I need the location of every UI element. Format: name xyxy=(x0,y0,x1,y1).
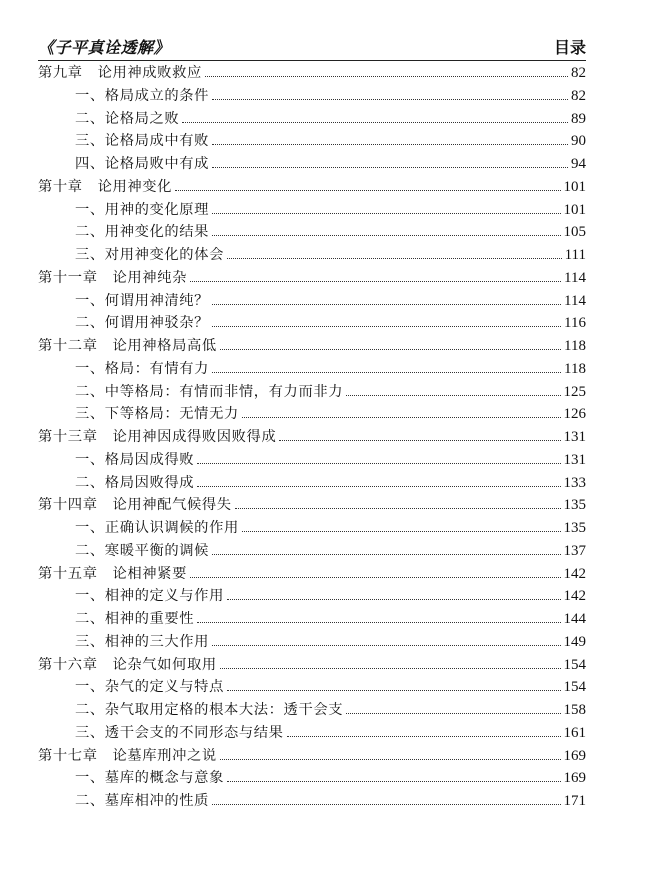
toc-entry-label: 一、格局：有情有力 xyxy=(75,360,210,377)
dot-leader xyxy=(287,736,561,737)
table-of-contents xyxy=(38,62,586,813)
toc-page-number: 111 xyxy=(564,247,586,263)
toc-entry-label: 一、用神的变化原理 xyxy=(75,201,210,218)
toc-page-number: 114 xyxy=(564,292,586,309)
dot-leader xyxy=(227,781,561,782)
toc-section-entry[interactable] xyxy=(38,85,586,108)
section-label: 目录 xyxy=(553,38,586,57)
book-title: 《子平真诠透解》 xyxy=(38,38,171,57)
dot-leader xyxy=(212,167,568,168)
dot-leader xyxy=(212,99,568,100)
toc-entry-label: 一、正确认识调候的作用 xyxy=(75,520,239,536)
toc-entry-label: 一、何谓用神清纯？ xyxy=(75,292,210,309)
toc-entry-label: 二、墓库相冲的性质 xyxy=(75,793,210,809)
toc-entry-label: 四、论格局败中有成 xyxy=(75,156,210,172)
toc-entry-label: 二、杂气取用定格的根本大法：透干会支 xyxy=(75,702,344,718)
toc-section-entry[interactable] xyxy=(38,517,586,540)
toc-page-number: 149 xyxy=(563,633,586,650)
toc-entry-label: 三、论格局成中有败 xyxy=(75,133,210,150)
dot-leader xyxy=(235,508,561,509)
toc-section-entry[interactable] xyxy=(38,290,586,313)
header-divider xyxy=(38,60,586,61)
dot-leader xyxy=(212,804,560,805)
dot-leader xyxy=(346,395,560,396)
toc-page-number: 171 xyxy=(563,793,586,809)
toc-chapter-entry[interactable] xyxy=(38,563,586,586)
toc-section-entry[interactable] xyxy=(38,153,586,176)
toc-page-number: 116 xyxy=(564,315,586,332)
toc-page-number: 118 xyxy=(564,338,586,354)
toc-page-number: 94 xyxy=(571,156,586,172)
toc-page-number: 82 xyxy=(571,87,586,104)
toc-section-entry[interactable] xyxy=(38,608,586,631)
toc-chapter-entry[interactable] xyxy=(38,426,586,449)
toc-entry-label: 第十二章 论用神格局高低 xyxy=(38,338,217,354)
dot-leader xyxy=(197,622,560,623)
toc-chapter-entry[interactable] xyxy=(38,494,586,517)
toc-entry-label: 二、寒暖平衡的调候 xyxy=(75,542,210,559)
dot-leader xyxy=(220,759,561,760)
dot-leader xyxy=(242,417,561,418)
toc-page-number: 89 xyxy=(571,110,586,127)
dot-leader xyxy=(175,190,560,191)
dot-leader xyxy=(197,486,560,487)
dot-leader xyxy=(212,645,560,646)
toc-section-entry[interactable] xyxy=(38,108,586,131)
dot-leader xyxy=(212,326,561,327)
toc-page-number: 161 xyxy=(563,724,586,741)
toc-section-entry[interactable] xyxy=(38,472,586,495)
toc-section-entry[interactable] xyxy=(38,199,586,222)
toc-section-entry[interactable] xyxy=(38,540,586,563)
toc-page-number: 154 xyxy=(563,656,586,673)
toc-entry-label: 第九章 论用神成败救应 xyxy=(38,65,202,81)
toc-entry-label: 一、墓库的概念与意象 xyxy=(75,770,224,787)
toc-entry-label: 第十一章 论用神纯杂 xyxy=(38,269,187,286)
toc-section-entry[interactable] xyxy=(38,403,586,426)
toc-entry-label: 一、相神的定义与作用 xyxy=(75,588,224,605)
toc-page-number: 158 xyxy=(563,702,586,718)
toc-entry-label: 第十四章 论用神配气候得失 xyxy=(38,497,232,514)
dot-leader xyxy=(212,304,561,305)
toc-section-entry[interactable] xyxy=(38,767,586,790)
toc-page-number: 101 xyxy=(563,178,586,195)
dot-leader xyxy=(227,258,562,259)
dot-leader xyxy=(212,554,560,555)
dot-leader xyxy=(220,349,561,350)
dot-leader xyxy=(346,713,560,714)
toc-entry-label: 二、用神变化的结果 xyxy=(75,224,210,241)
toc-section-entry[interactable] xyxy=(38,221,586,244)
toc-section-entry[interactable] xyxy=(38,699,586,722)
toc-page-number: 118 xyxy=(564,360,586,377)
toc-page-number: 142 xyxy=(563,588,586,605)
dot-leader xyxy=(190,281,561,282)
toc-page-number: 131 xyxy=(563,429,586,445)
toc-page-number: 133 xyxy=(563,474,586,491)
toc-entry-label: 一、格局成立的条件 xyxy=(75,87,210,104)
toc-section-entry[interactable] xyxy=(38,790,586,813)
toc-page-number: 82 xyxy=(571,65,586,81)
toc-section-entry[interactable] xyxy=(38,358,586,381)
toc-section-entry[interactable] xyxy=(38,312,586,335)
dot-leader xyxy=(227,690,561,691)
dot-leader xyxy=(212,213,560,214)
dot-leader xyxy=(242,531,561,532)
toc-entry-label: 一、杂气的定义与特点 xyxy=(75,679,224,696)
toc-page-number: 114 xyxy=(564,269,586,286)
toc-page-number: 125 xyxy=(563,383,586,400)
toc-chapter-entry[interactable] xyxy=(38,745,586,768)
dot-leader xyxy=(279,440,560,441)
toc-section-entry[interactable] xyxy=(38,585,586,608)
dot-leader xyxy=(212,372,561,373)
toc-entry-label: 三、下等格局：无情无力 xyxy=(75,406,239,423)
toc-entry-label: 二、论格局之败 xyxy=(75,110,180,127)
toc-section-entry[interactable] xyxy=(38,449,586,472)
dot-leader xyxy=(190,577,561,578)
toc-section-entry[interactable] xyxy=(38,676,586,699)
toc-chapter-entry[interactable] xyxy=(38,267,586,290)
toc-section-entry[interactable] xyxy=(38,130,586,153)
dot-leader xyxy=(212,144,568,145)
toc-page-number: 135 xyxy=(563,520,586,536)
toc-entry-label: 二、相神的重要性 xyxy=(75,611,195,627)
toc-entry-label: 三、相神的三大作用 xyxy=(75,633,210,650)
toc-entry-label: 三、透干会支的不同形态与结果 xyxy=(75,724,284,741)
toc-section-entry[interactable] xyxy=(38,244,586,267)
toc-page-number: 154 xyxy=(563,679,586,696)
dot-leader xyxy=(212,235,560,236)
toc-page-number: 144 xyxy=(563,611,586,627)
toc-entry-label: 第十六章 论杂气如何取用 xyxy=(38,656,217,673)
dot-leader xyxy=(205,76,568,77)
toc-page-number: 131 xyxy=(563,451,586,468)
dot-leader xyxy=(220,668,561,669)
toc-chapter-entry[interactable] xyxy=(38,654,586,677)
toc-section-entry[interactable] xyxy=(38,381,586,404)
toc-page-number: 135 xyxy=(563,497,586,514)
toc-page-number: 169 xyxy=(563,770,586,787)
page-header xyxy=(38,34,586,58)
toc-entry-label: 二、格局因败得成 xyxy=(75,474,195,491)
dot-leader xyxy=(227,599,561,600)
toc-entry-label: 二、中等格局：有情而非情，有力而非力 xyxy=(75,383,344,400)
toc-entry-label: 第十三章 论用神因成得败因败得成 xyxy=(38,429,277,445)
toc-page-number: 126 xyxy=(563,406,586,423)
toc-page-number: 142 xyxy=(563,565,586,582)
dot-leader xyxy=(182,122,568,123)
toc-page-number: 90 xyxy=(571,133,586,150)
toc-section-entry[interactable] xyxy=(38,722,586,745)
dot-leader xyxy=(197,463,560,464)
toc-chapter-entry[interactable] xyxy=(38,62,586,85)
toc-entry-label: 第十七章 论墓库刑冲之说 xyxy=(38,747,217,764)
toc-chapter-entry[interactable] xyxy=(38,335,586,358)
toc-page-number: 101 xyxy=(563,201,586,218)
toc-section-entry[interactable] xyxy=(38,631,586,654)
toc-page-number: 169 xyxy=(563,747,586,764)
toc-entry-label: 一、格局因成得败 xyxy=(75,451,195,468)
toc-entry-label: 第十章 论用神变化 xyxy=(38,178,173,195)
toc-chapter-entry[interactable] xyxy=(38,176,586,199)
toc-page-number: 105 xyxy=(563,224,586,241)
toc-entry-label: 二、何谓用神驳杂？ xyxy=(75,315,210,332)
toc-entry-label: 三、对用神变化的体会 xyxy=(75,247,224,263)
toc-entry-label: 第十五章 论相神紧要 xyxy=(38,565,187,582)
toc-page-number: 137 xyxy=(563,542,586,559)
